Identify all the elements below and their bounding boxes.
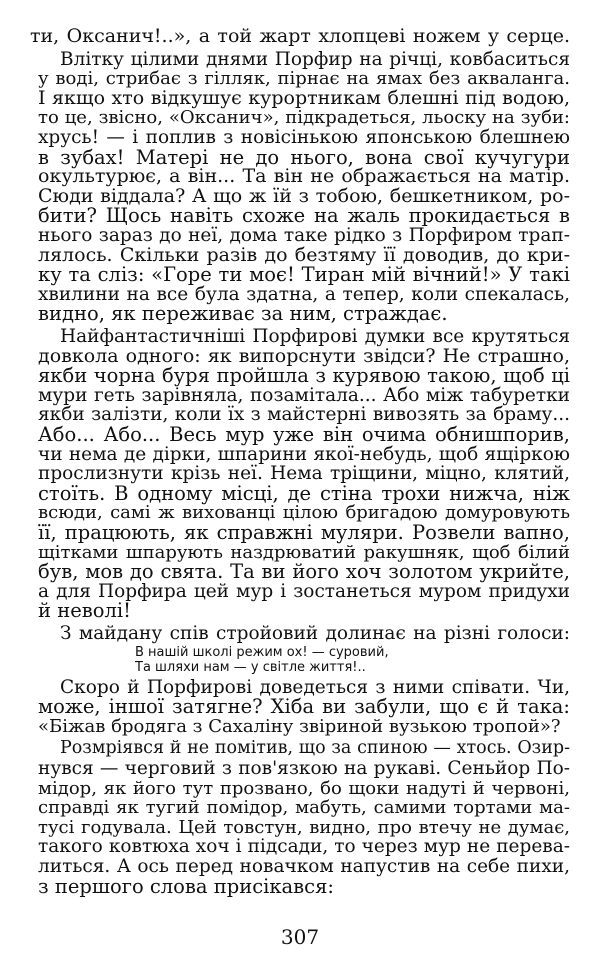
text-line: нього зараз до неї, дома таке рідко з Порфиром трап- (38, 225, 570, 246)
text-line: Найфантастичніші Порфирові думки все крутяться (60, 326, 570, 347)
text-line: з першого слова присікався: (38, 874, 334, 898)
text-line: щітками шпарують наздрюватий ракушняк, щоб білий (38, 541, 570, 563)
text-line: а для Порфира цей мур і зостанеться муром придухи (38, 580, 570, 602)
text-line: такого ковтюха хоч і підсади, то через мур не перева- (38, 836, 570, 858)
song-verse-line: Та шляхи нам — у світле життя!.. (135, 660, 366, 676)
text-line: Або... Або... Весь мур уже він очима обнишпорив, (38, 423, 570, 446)
text-line: довкола одного: як випорснути звідси? Не страшно, (38, 344, 570, 367)
text-line: «Біжав бродяга з Сахаліну звіриной вузькою тропой»? (38, 715, 561, 737)
text-line: Скоро й Порфирові доведеться з ними співати. Чи, (60, 676, 570, 698)
text-line: прослизнути крізь неї. Нема тріщини, міцно, клятий, (38, 463, 570, 485)
text-line: З майдану спів стройовий долинає на різні голоси: (60, 623, 570, 644)
text-line: справді як тугий помідор, мабуть, самими тортами ма- (38, 797, 570, 819)
text-line: Розмріявся й не помітив, що за спиною — хтось. Озир- (60, 738, 570, 759)
text-line: бити? Щось навіть схоже на жаль прокидається в (38, 204, 570, 228)
text-line: ти, Оксанич!..», а той жарт хлопцеві ножем у серце. (30, 25, 570, 47)
text-line: й неволі! (38, 599, 131, 623)
text-line: Сюди віддала? А що ж їй з тобою, бешкетником, ро- (38, 184, 570, 207)
text-line: чи нема де дірки, шпарини якої-небудь, щоб ящіркою (38, 443, 570, 465)
text-line: тусі годувала. Цей товстун, видно, про втечу не думає, (38, 816, 570, 838)
text-line: ку та сліз: «Горе ти моє! Тиран мій вічний!» У такі (38, 263, 570, 287)
text-line: якби чорна буря пройшла з курявою такою, щоб ці (38, 364, 570, 388)
text-line: литься. А ось перед новачком напустив на себе пихи, (38, 856, 570, 877)
text-line: хвилини на все була здатна, а тепер, коли спекалась, (38, 283, 570, 305)
text-line: може, іншої затягне? Хіба ви забули, що є й така: (38, 695, 570, 719)
text-line: в зубах! Матері не до нього, вона свої кучугури (38, 145, 570, 169)
text-line: у воді, стрибає з гілляк, пірнає на ямах без акваланга. (38, 68, 570, 90)
text-line: видно, як переживає за ним, страждає. (38, 302, 448, 326)
text-line: лялось. Скільки разів до безтяму її доводив, до кри- (38, 243, 570, 266)
text-line: якби залізти, коли їх з майстерні вивозять за браму... (38, 404, 570, 426)
text-line: то це, звісно, «Оксанич», підкрадеться, льоску на зуби: (38, 107, 570, 129)
text-line: мури геть зарівняла, позамітала... Або між табуретки (38, 384, 570, 406)
text-line: Влітку цілими днями Порфир на річці, ковбаситься (60, 48, 570, 70)
text-line: був, мов до свята. Та ви його хоч золотом укрийте, (38, 560, 570, 584)
text-line: нувся — черговий з пов'язкою на рукаві. Сеньйор По- (38, 758, 570, 779)
text-line: всюди, самі ж вихованці цілою бригадою домуровують (38, 502, 570, 524)
text-line: стоїть. В одному місці, де стіна трохи нижча, ніж (38, 481, 570, 505)
song-verse-line: В нашій школі режим ох! — суровий, (135, 644, 389, 660)
text-line: мідор, як його тут прозвано, бо щоки надуті й червоні, (38, 777, 570, 799)
text-line: окультурює, а він... Та він не ображається на матір. (38, 165, 570, 188)
text-line: І якщо хто відкушує курортникам блешні під водою, (38, 86, 570, 109)
page-number: 307 (280, 925, 320, 950)
text-line: її, працюють, як справжні муляри. Розвели вапно, (38, 521, 570, 544)
text-line: хрусь! — і поплив з новісінькою японською блешнею (38, 127, 570, 148)
